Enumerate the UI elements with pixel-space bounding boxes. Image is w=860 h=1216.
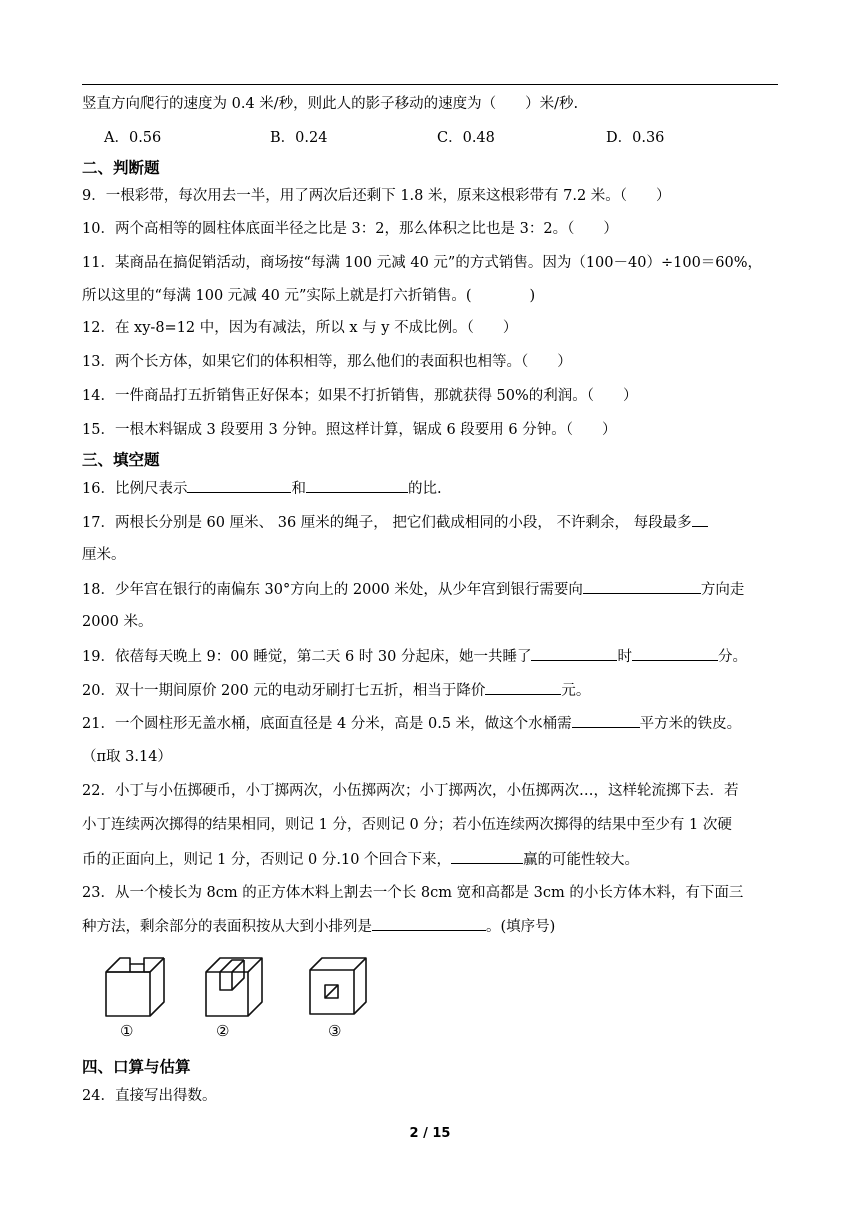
page-number: 2 / 15 <box>409 1126 451 1141</box>
q22-text-a: 币的正面向上，则记 1 分，否则记 0 分.10 个回合下来， <box>82 852 452 868</box>
q18-text-b: 方向走 <box>700 582 745 598</box>
question-17-line-2: 厘米。 <box>82 547 126 563</box>
answer-blank[interactable] <box>583 579 701 594</box>
question-23-line-1: 23．从一个棱长为 8cm 的正方体木料上割去一个长 8cm 宽和高都是 3cm 的小长方体木料，有下面三 <box>82 885 744 901</box>
q8-option-b: B．0.24 <box>270 130 328 146</box>
question-14: 14．一件商品打五折销售正好保本；如果不打折销售，那就获得 50%的利润。（ ） <box>82 388 638 404</box>
question-18-line-2: 2000 米。 <box>82 614 153 630</box>
q23-text-b: 。(填序号) <box>486 919 556 935</box>
q8-continuation: 竖直方向爬行的速度为 0.4 米/秒，则此人的影子移动的速度为（ ）米/秒. <box>82 96 579 112</box>
section-2-heading: 二、判断题 <box>82 159 160 177</box>
q17-text: 17．两根长分别是 60 厘米、 36 厘米的绳子， 把它们截成相同的小段， 不许剩余， 每段最多 <box>82 515 692 531</box>
answer-blank[interactable] <box>451 849 523 864</box>
question-18-line-1 <box>82 579 744 600</box>
answer-blank[interactable] <box>632 646 718 661</box>
figure-label-1: ① <box>120 1022 134 1040</box>
header-rule <box>82 84 778 85</box>
q8-option-d: D．0.36 <box>606 130 665 146</box>
section-3-heading: 三、填空题 <box>82 451 160 469</box>
q19-text-c: 分。 <box>717 649 747 665</box>
question-19 <box>82 646 747 667</box>
question-12: 12．在 xy-8=12 中，因为有减法，所以 x 与 y 不成比例。（ ） <box>82 320 518 336</box>
question-15: 15．一根木料锯成 3 段要用 3 分钟。照这样计算，锯成 6 段要用 6 分钟。（ ） <box>82 422 617 438</box>
question-17-line-1 <box>82 512 708 533</box>
section-4-heading: 四、口算与估算 <box>82 1058 191 1076</box>
question-22-line-1: 22．小丁与小伍掷硬币，小丁掷两次，小伍掷两次；小丁掷两次，小伍掷两次…，这样轮流掷下去．若 <box>82 783 739 799</box>
answer-blank[interactable] <box>572 713 640 728</box>
q16-text-b: 和 <box>291 481 306 497</box>
question-22-line-2: 小丁连续两次掷得的结果相同，则记 1 分，否则记 0 分；若小伍连续两次掷得的结果中至少有 1 次硬 <box>82 817 732 833</box>
question-11-line-2: 所以这里的“每满 100 元减 40 元”实际上就是打六折销售。( ) <box>82 288 536 304</box>
q22-text-b: 赢的可能性较大。 <box>523 852 640 868</box>
q21-text-a: 21．一个圆柱形无盖水桶，底面直径是 4 分米，高是 0.5 米，做这个水桶需 <box>82 716 572 732</box>
answer-blank[interactable] <box>187 478 291 493</box>
q16-text-c: 的比. <box>407 481 442 497</box>
question-22-line-3 <box>82 849 639 870</box>
answer-blank[interactable] <box>485 680 561 695</box>
question-21-line-1 <box>82 713 741 734</box>
cube-figure-1 <box>100 950 168 1020</box>
answer-blank[interactable] <box>692 512 708 527</box>
question-11-line-1: 11．某商品在搞促销活动，商场按“每满 100 元减 40 元”的方式销售。因为（100－40）÷100＝60%， <box>82 255 763 271</box>
question-10: 10．两个高相等的圆柱体底面半径之比是 3：2，那么体积之比也是 3：2。（ ） <box>82 221 618 237</box>
question-9: 9．一根彩带，每次用去一半，用了两次后还剩下 1.8 米，原来这根彩带有 7.2 米。（ ） <box>82 188 671 204</box>
q8-option-c: C．0.48 <box>437 130 495 146</box>
q20-text-a: 20．双十一期间原价 200 元的电动牙刷打七五折，相当于降价 <box>82 683 486 699</box>
q19-text-b: 时 <box>617 649 632 665</box>
figure-label-3: ③ <box>328 1022 342 1040</box>
answer-blank[interactable] <box>531 646 617 661</box>
q18-text-a: 18．少年宫在银行的南偏东 30°方向上的 2000 米处，从少年宫到银行需要向 <box>82 582 583 598</box>
q16-text-a: 16．比例尺表示 <box>82 481 188 497</box>
q8-option-a: A．0.56 <box>104 130 162 146</box>
question-20 <box>82 680 590 701</box>
question-21-line-2: （π取 3.14） <box>82 749 172 765</box>
cube-figure-2 <box>200 950 266 1020</box>
q23-text-a: 种方法，剩余部分的表面积按从大到小排列是 <box>82 919 372 935</box>
answer-blank[interactable] <box>306 478 408 493</box>
question-24: 24．直接写出得数。 <box>82 1088 217 1104</box>
q20-text-b: 元。 <box>561 683 591 699</box>
q21-text-b: 平方米的铁皮。 <box>639 716 742 732</box>
q19-text-a: 19．依蓓每天晚上 9：00 睡觉，第二天 6 时 30 分起床，她一共睡了 <box>82 649 532 665</box>
question-16 <box>82 478 442 499</box>
figure-label-2: ② <box>216 1022 230 1040</box>
question-13: 13．两个长方体，如果它们的体积相等，那么他们的表面积也相等。（ ） <box>82 354 572 370</box>
cube-figure-3 <box>304 950 370 1020</box>
answer-blank[interactable] <box>372 916 486 931</box>
question-23-line-2 <box>82 916 555 937</box>
